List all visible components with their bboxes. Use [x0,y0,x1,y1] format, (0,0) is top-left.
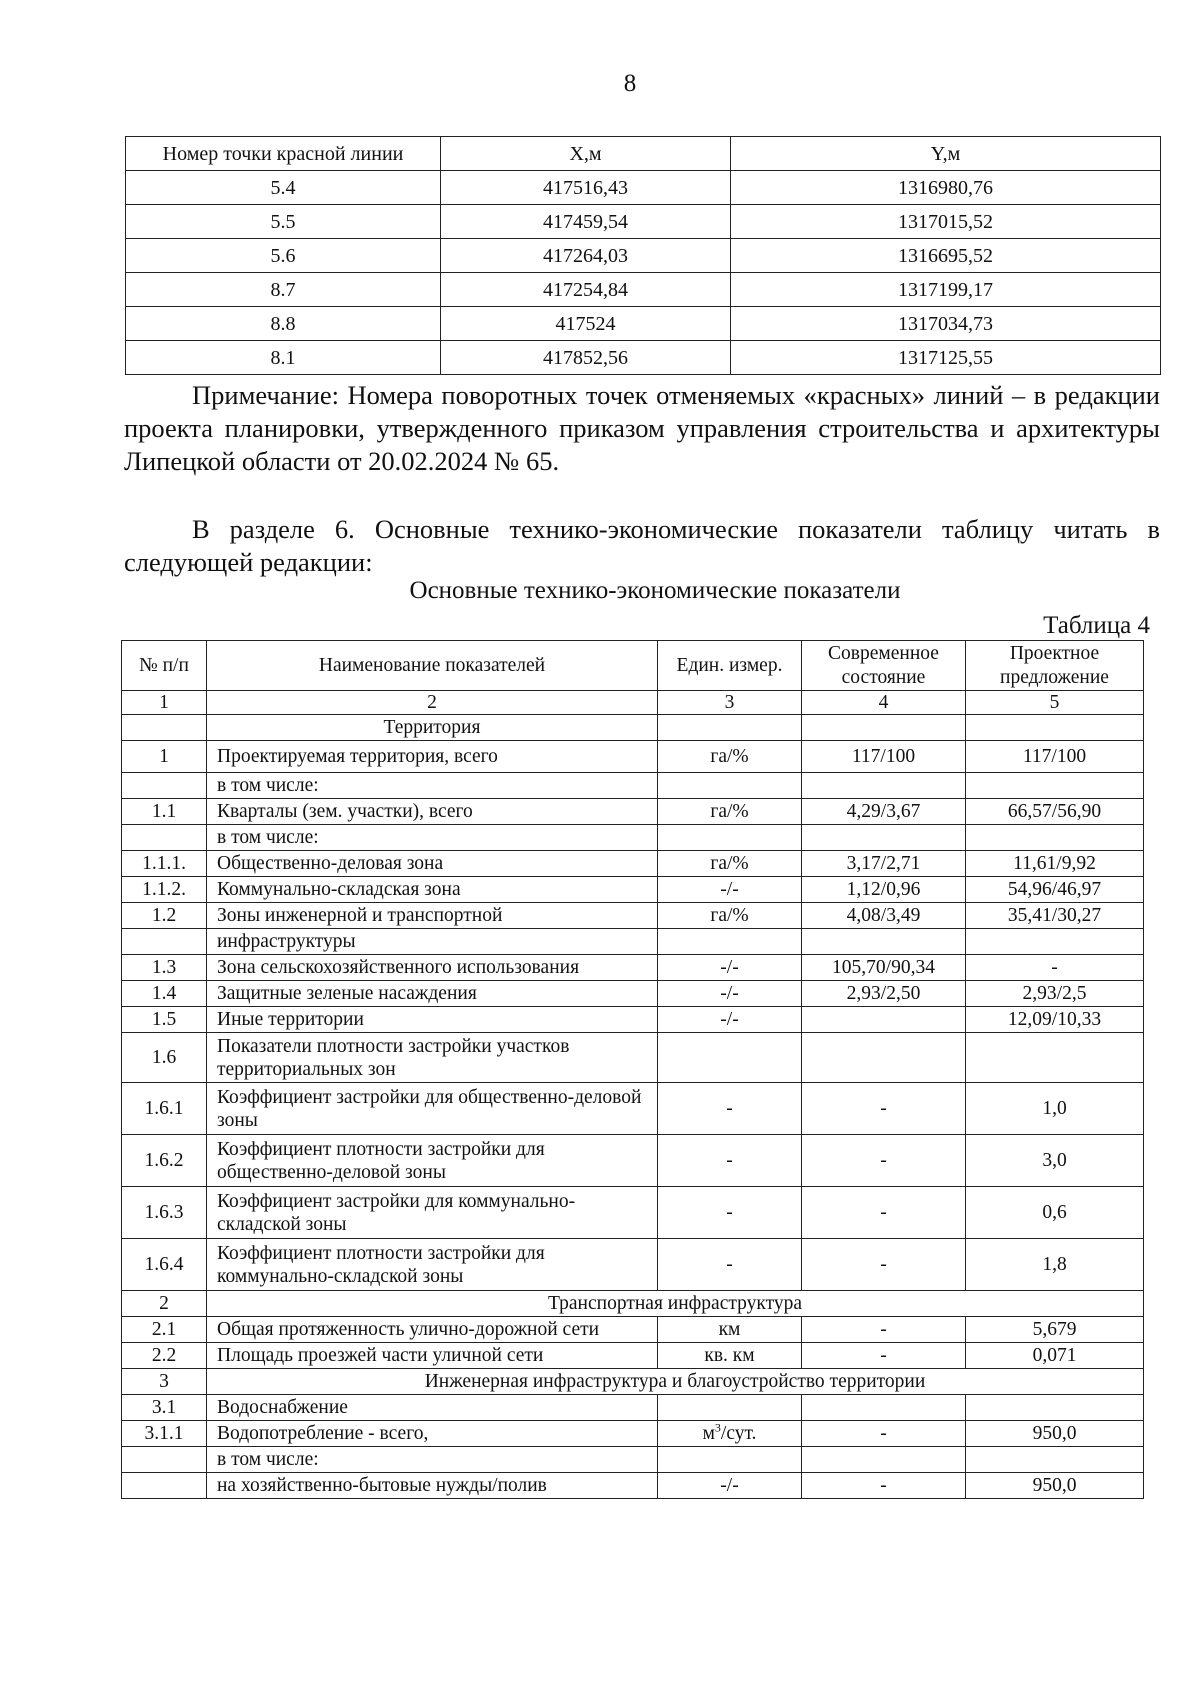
table-row [122,903,1144,929]
row-unit [658,773,802,799]
row-current [802,715,966,741]
row-current: 3,17/2,71 [802,851,966,877]
row-number: 1 [122,741,207,773]
row-number [122,1447,207,1473]
row-unit [658,1395,802,1421]
table-row [122,1343,1144,1369]
row-number: 1.6.1 [122,1083,207,1135]
table-cell: 8.7 [126,273,441,307]
row-number: 1.3 [122,955,207,981]
row-proposed: 950,0 [966,1421,1144,1447]
row-unit: га/% [658,799,802,825]
row-name: Водоснабжение [207,1395,658,1421]
column-number: 5 [966,691,1144,715]
row-current: - [802,1343,966,1369]
table-row [122,741,1144,773]
row-name: в том числе: [207,825,658,851]
row-current: - [802,1421,966,1447]
row-name: инфраструктуры [207,929,658,955]
note-paragraph: Примечание: Номера поворотных точек отменяемых «красных» линий – в редакции проекта планировки, утвержденного приказом управления строительства и архитектуры Липецкой области от 20.02.2024 № 65. [124,380,1160,476]
row-name: Водопотребление - всего, [207,1421,658,1447]
row-number: 3.1.1 [122,1421,207,1447]
tei-header-row [122,641,1144,691]
row-number: 2 [122,1291,207,1317]
section-title: Инженерная инфраструктура и благоустройство территории [207,1369,1144,1395]
row-unit: - [658,1239,802,1291]
table-row [122,1239,1144,1291]
column-header: Современное состояние [802,641,966,691]
column-number: 1 [122,691,207,715]
table-cell: 8.8 [126,307,441,341]
table-row [122,1317,1144,1343]
row-number [122,929,207,955]
column-header: Един. измер. [658,641,802,691]
row-proposed [966,1395,1144,1421]
row-unit: - [658,1083,802,1135]
table-row [122,929,1144,955]
row-proposed [966,825,1144,851]
row-proposed [966,1033,1144,1083]
row-unit: га/% [658,741,802,773]
row-unit: км [658,1317,802,1343]
row-number: 3 [122,1369,207,1395]
row-current: - [802,1473,966,1499]
row-name: Кварталы (зем. участки), всего [207,799,658,825]
table-cell: 417524 [441,307,731,341]
row-proposed: 2,93/2,5 [966,981,1144,1007]
row-name: на хозяйственно-бытовые нужды/полив [207,1473,658,1499]
table-cell: 417459,54 [441,205,731,239]
section-title: Территория [207,715,658,741]
page-number: 8 [623,70,637,97]
row-name: Показатели плотности застройки участков территориальных зон [207,1033,658,1083]
row-unit: -/- [658,877,802,903]
table-label: Таблица 4 [1043,612,1150,639]
row-current: 4,29/3,67 [802,799,966,825]
row-current: - [802,1135,966,1187]
row-unit: га/% [658,903,802,929]
row-proposed: - [966,955,1144,981]
row-name: Проектируемая территория, всего [207,741,658,773]
row-current [802,825,966,851]
row-unit: -/- [658,981,802,1007]
row-unit [658,825,802,851]
row-name: Коммунально-складская зона [207,877,658,903]
table-cell: 5.4 [126,171,441,205]
row-number: 1.1.2. [122,877,207,903]
row-number: 3.1 [122,1395,207,1421]
row-number [122,773,207,799]
section-title: Транспортная инфраструктура [207,1291,1144,1317]
row-proposed: 5,679 [966,1317,1144,1343]
row-current: - [802,1239,966,1291]
row-unit [658,715,802,741]
table-row [122,1083,1144,1135]
row-proposed: 1,8 [966,1239,1144,1291]
row-unit [658,1447,802,1473]
row-name: Коэффициент застройки для коммунально-складской зоны [207,1187,658,1239]
table-cell: 5.6 [126,239,441,273]
row-unit [658,929,802,955]
row-name: Коэффициент плотности застройки для общественно-деловой зоны [207,1135,658,1187]
table-row [122,1395,1144,1421]
row-proposed: 35,41/30,27 [966,903,1144,929]
row-proposed: 3,0 [966,1135,1144,1187]
row-name: Зона сельскохозяйственного использования [207,955,658,981]
table-row [122,877,1144,903]
intro-paragraph: В разделе 6. Основные технико-экономические показатели таблицу читать в следующей редакции: [124,514,1160,577]
row-number: 1.6.4 [122,1239,207,1291]
table-row [122,1473,1144,1499]
row-current: - [802,1317,966,1343]
row-number [122,715,207,741]
table-row [122,1447,1144,1473]
table-cell: 417516,43 [441,171,731,205]
section-row [122,715,1144,741]
row-proposed: 66,57/56,90 [966,799,1144,825]
table-row [126,273,1161,307]
column-header: № п/п [122,641,207,691]
row-current [802,773,966,799]
row-name: Защитные зеленые насаждения [207,981,658,1007]
row-number: 1.6.3 [122,1187,207,1239]
row-name: Общая протяженность улично-дорожной сети [207,1317,658,1343]
table-row [126,205,1161,239]
column-header: Проектное предложение [966,641,1144,691]
row-proposed: 12,09/10,33 [966,1007,1144,1033]
row-name: Зоны инженерной и транспортной [207,903,658,929]
row-current [802,1395,966,1421]
row-name: в том числе: [207,773,658,799]
table-row [126,239,1161,273]
table-cell: 1317034,73 [731,307,1161,341]
column-header: Y,м [731,137,1161,171]
row-proposed: 1,0 [966,1083,1144,1135]
row-number [122,825,207,851]
row-current: - [802,1083,966,1135]
table-row [122,981,1144,1007]
row-proposed: 0,6 [966,1187,1144,1239]
row-proposed [966,929,1144,955]
row-number: 1.6.2 [122,1135,207,1187]
column-header: Номер точки красной линии [126,137,441,171]
row-current [802,929,966,955]
superscript: 3 [714,1420,721,1435]
table-row [122,1187,1144,1239]
table-cell: 1317015,52 [731,205,1161,239]
table-cell: 1316695,52 [731,239,1161,273]
row-proposed: 0,071 [966,1343,1144,1369]
row-proposed [966,715,1144,741]
table-cell: 417852,56 [441,341,731,375]
red-line-coordinates-table [125,136,1161,375]
row-number: 1.1 [122,799,207,825]
row-name: Коэффициент плотности застройки для коммунально-складской зоны [207,1239,658,1291]
row-proposed [966,773,1144,799]
row-current: - [802,1187,966,1239]
row-proposed: 117/100 [966,741,1144,773]
section-row [122,1291,1144,1317]
row-unit: -/- [658,1473,802,1499]
row-number: 2.1 [122,1317,207,1343]
technical-economic-indicators-table [121,640,1144,1499]
table-row [126,341,1161,375]
table-cell: 5.5 [126,205,441,239]
column-header: X,м [441,137,731,171]
table-row [126,307,1161,341]
row-current: 117/100 [802,741,966,773]
section-row [122,1369,1144,1395]
row-unit: га/% [658,851,802,877]
row-unit [658,1033,802,1083]
row-unit: - [658,1187,802,1239]
row-current [802,1033,966,1083]
row-proposed: 950,0 [966,1473,1144,1499]
column-number: 2 [207,691,658,715]
table-row [122,1033,1144,1083]
row-proposed [966,1447,1144,1473]
row-current: 4,08/3,49 [802,903,966,929]
row-current [802,1007,966,1033]
row-unit: $м^3$/сут. [658,1421,802,1447]
column-number: 4 [802,691,966,715]
row-unit: -/- [658,1007,802,1033]
row-unit: - [658,1135,802,1187]
row-number: 1.6 [122,1033,207,1083]
row-proposed: 54,96/46,97 [966,877,1144,903]
column-header: Наименование показателей [207,641,658,691]
row-proposed: 11,61/9,92 [966,851,1144,877]
table-row [122,1007,1144,1033]
table-row [126,171,1161,205]
table-row [122,799,1144,825]
table-cell: 1317125,55 [731,341,1161,375]
row-name: Площадь проезжей части уличной сети [207,1343,658,1369]
table-row [122,851,1144,877]
table-row [122,1421,1144,1447]
table-cell: 1317199,17 [731,273,1161,307]
row-name: Общественно-деловая зона [207,851,658,877]
row-number: 1.4 [122,981,207,1007]
row-number: 1.5 [122,1007,207,1033]
column-number: 3 [658,691,802,715]
table-cell: 417254,84 [441,273,731,307]
table-cell: 8.1 [126,341,441,375]
row-number: 2.2 [122,1343,207,1369]
row-current [802,1447,966,1473]
table-row [122,773,1144,799]
row-number [122,1473,207,1499]
row-name: Коэффициент застройки для общественно-деловой зоны [207,1083,658,1135]
row-number: 1.2 [122,903,207,929]
row-unit: кв. км [658,1343,802,1369]
row-current: 105,70/90,34 [802,955,966,981]
row-name: Иные территории [207,1007,658,1033]
row-current: 1,12/0,96 [802,877,966,903]
row-number: 1.1.1. [122,851,207,877]
row-current: 2,93/2,50 [802,981,966,1007]
table-title: Основные технико-экономические показатели [409,577,901,604]
table-cell: 417264,03 [441,239,731,273]
row-unit: -/- [658,955,802,981]
table-row [122,955,1144,981]
table-row [122,825,1144,851]
table-row [122,1135,1144,1187]
tei-column-numbers-row [122,691,1144,715]
coords-header-row [126,137,1161,171]
row-name: в том числе: [207,1447,658,1473]
table-cell: 1316980,76 [731,171,1161,205]
